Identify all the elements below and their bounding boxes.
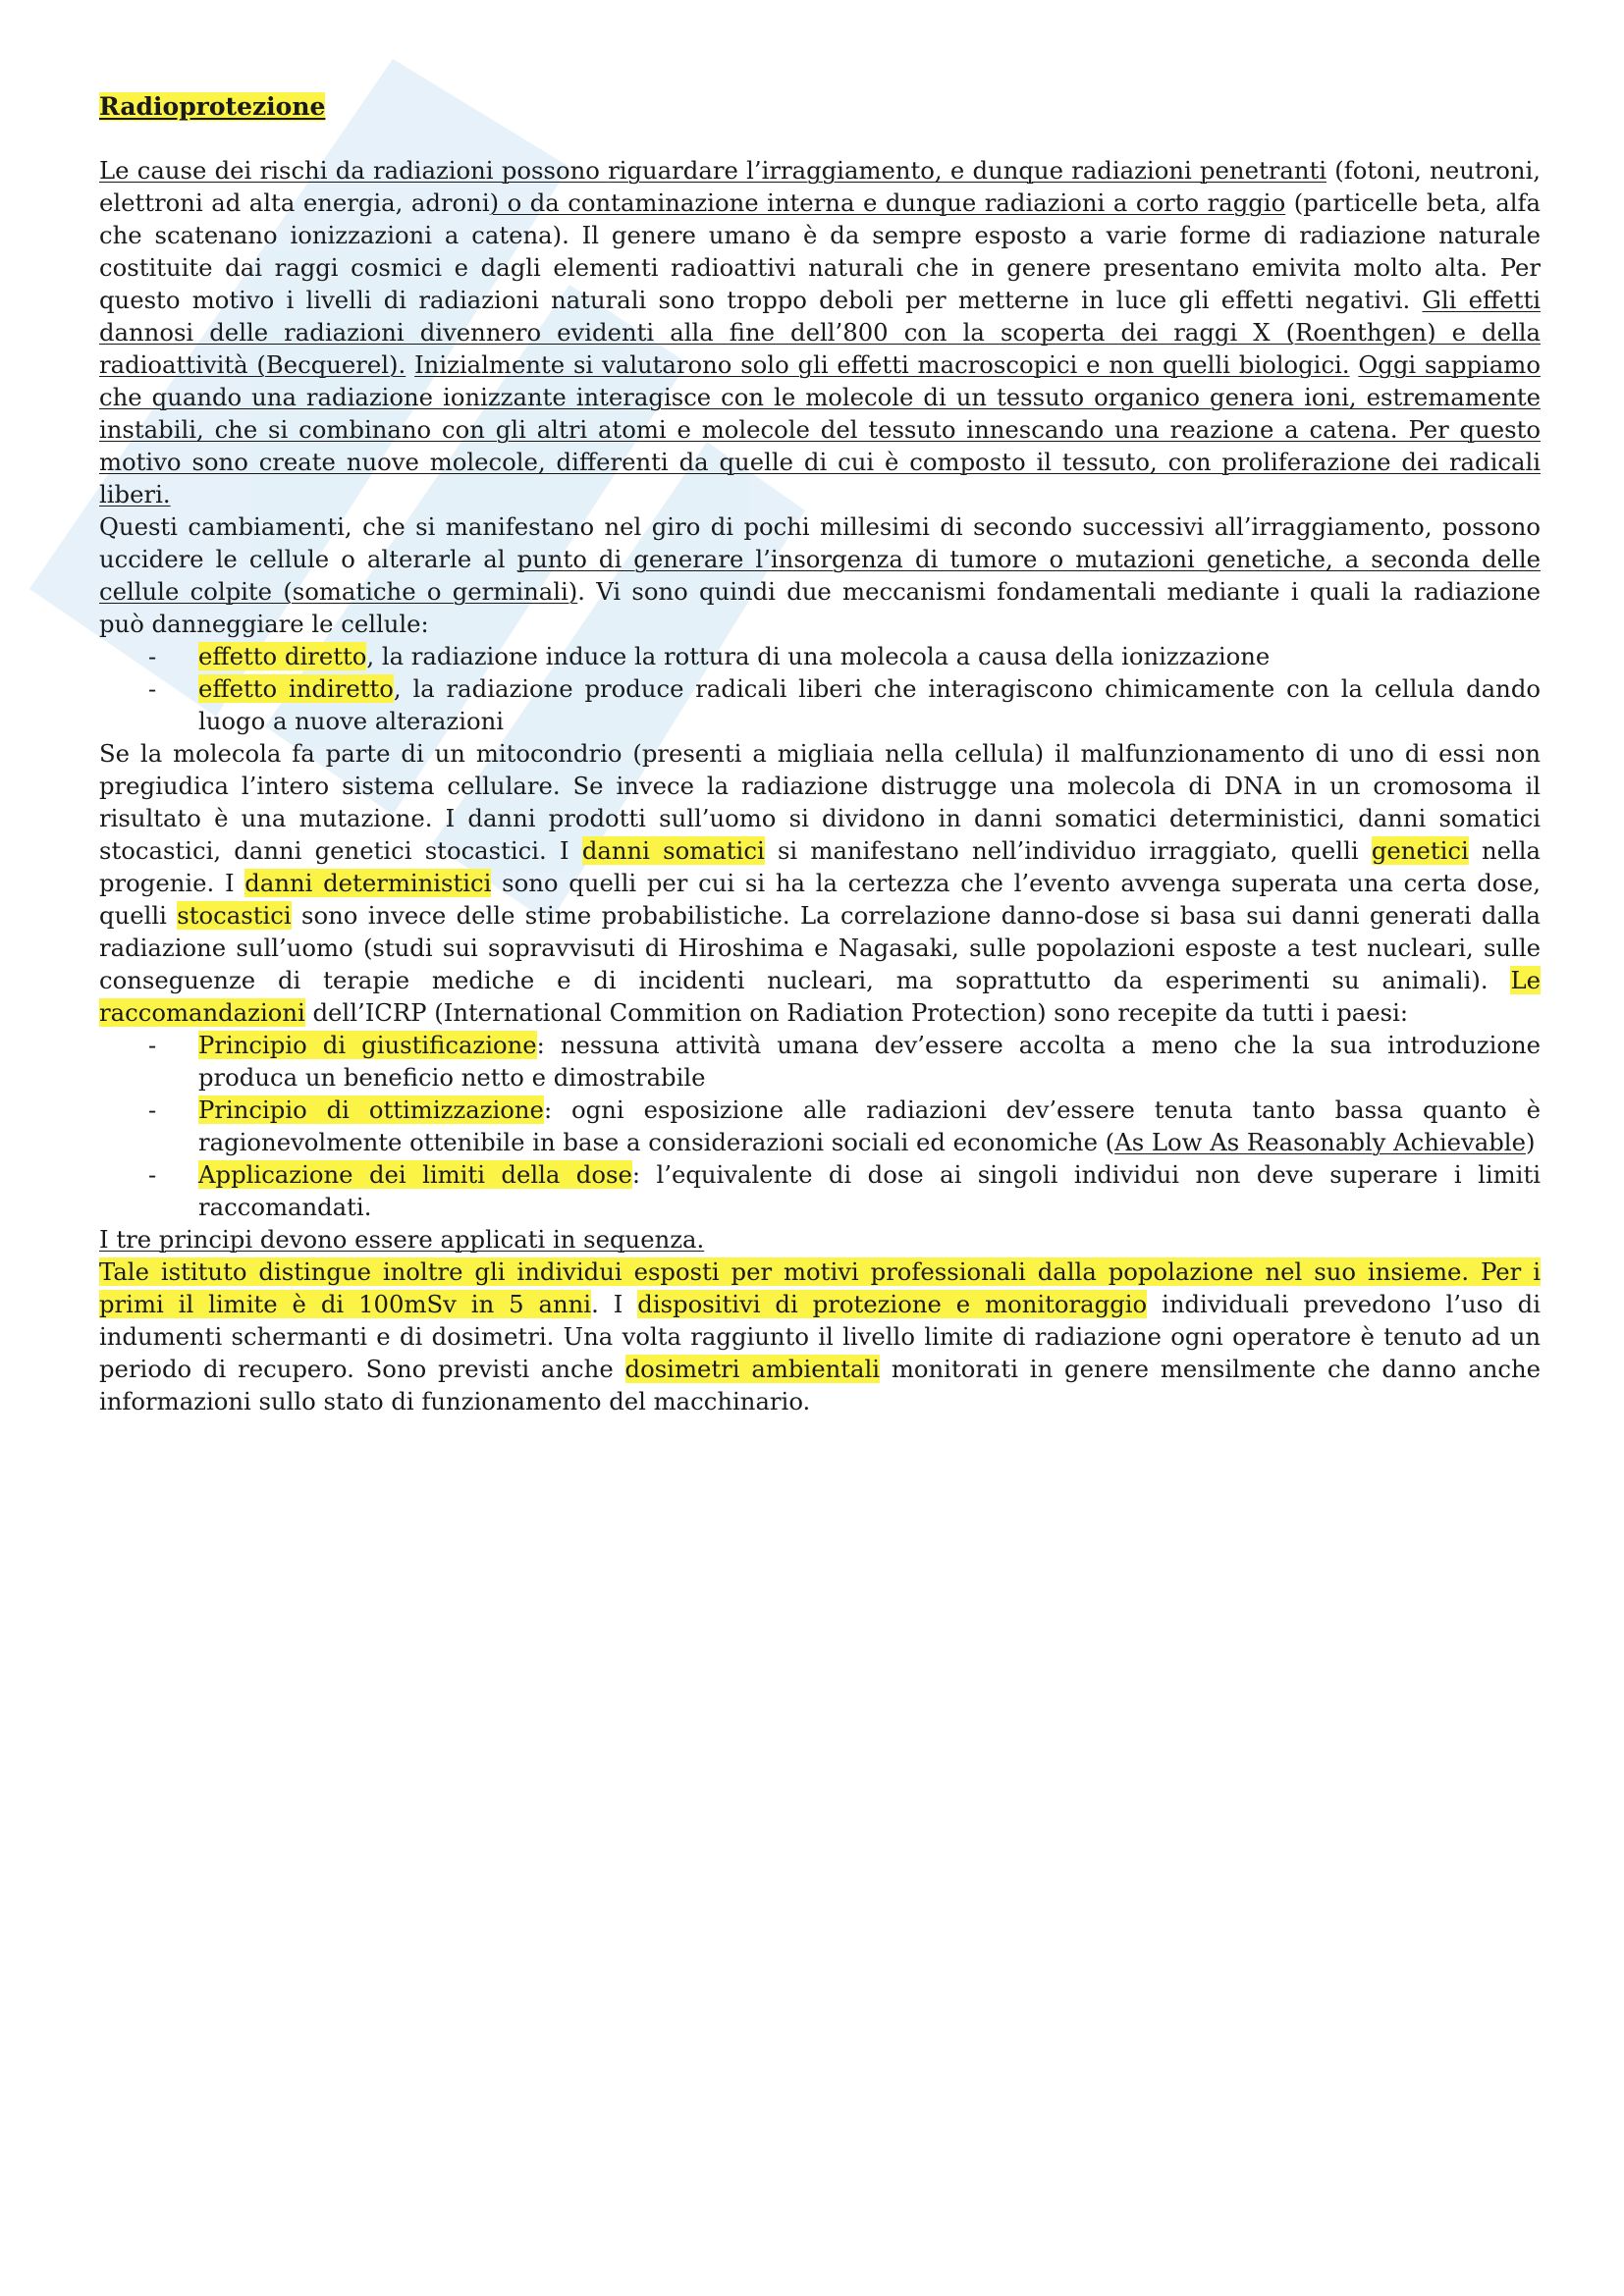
- highlighted-term: stocastici: [177, 901, 292, 930]
- dash-bullet: -: [148, 1095, 157, 1124]
- highlighted-term: effetto indiretto: [198, 674, 394, 703]
- highlighted-term: Principio di giustificazione: [198, 1031, 537, 1059]
- highlighted-term: danni somatici: [581, 836, 765, 865]
- list-item: [99, 1094, 1541, 1158]
- underlined-text: Le cause dei rischi da radiazioni possono: [99, 156, 609, 185]
- text-run: sono quelli per cui si ha la certezza che l’evento avvenga superata una certa dose, quelli: [99, 869, 1542, 930]
- text-run: . Vi sono quindi due meccanismi fondamentali mediante i quali la radiazione può danneggiare le cellule:: [99, 577, 1541, 638]
- text-run: [406, 350, 414, 379]
- underlined-text: punto di generare l’insorgenza di tumore o mutazioni genetiche, a seconda delle cellule colpite (somatiche o germinali): [99, 545, 1541, 606]
- text-run: : l’equivalente di dose ai singoli individui non deve superare i limiti raccomandati.: [198, 1160, 1541, 1221]
- highlighted-term: Le raccomandazioni: [99, 966, 1541, 1027]
- effects-list: [99, 640, 1541, 737]
- underlined-text: As Low As Reasonably Achievable: [1114, 1128, 1526, 1156]
- highlighted-term: Applicazione dei limiti della dose: [198, 1160, 632, 1189]
- underlined-text: ) o da contaminazione interna e dunque radiazioni a corto raggio: [489, 188, 1286, 217]
- icrp-principles-list: [99, 1029, 1541, 1223]
- text-run: : nessuna attività umana dev’essere accolta a meno che la sua introduzione produca un beneficio netto e dimostrabile: [198, 1031, 1541, 1092]
- highlighted-term: genetici: [1371, 836, 1469, 865]
- text-run: monitorati in genere mensilmente che danno anche informazioni sullo stato di funzionamento del macchinario.: [99, 1355, 1541, 1415]
- text-run: , la radiazione induce la rottura di una molecola a causa della ionizzazione: [366, 642, 1271, 670]
- text-run: si manifestano nell’individuo irraggiato, quelli: [764, 836, 1372, 865]
- text-run: individuali prevedono l’uso di indumenti schermanti e di dosimetri. Una volta raggiunto il livello limite di radiazione ogni operatore è tenuto ad un periodo di recupero. Sono previsti anche: [99, 1290, 1541, 1383]
- list-item: [99, 1158, 1541, 1223]
- text-run: : ogni esposizione alle radiazioni dev’essere tenuta tanto bassa quanto è ragionevolmente ottenibile in base a considerazioni sociali ed economiche (: [198, 1095, 1541, 1156]
- list-item: [99, 640, 1541, 672]
- highlighted-term: Principio di ottimizzazione: [198, 1095, 544, 1124]
- underlined-text: Oggi sappiamo che quando una radiazione ionizzante interagisce con le molecole di un tessuto organico genera ioni, estremamente instabili, che si combinano con gli altri atomi e molecole del tessuto innescando una reazione a catena. Per questo motivo sono create nuove molecole, differenti da quelle di cui è composto il tessuto, con proliferazione dei radicali liberi.: [99, 350, 1541, 508]
- highlighted-term: dispositivi di protezione e monitoraggio: [637, 1290, 1148, 1318]
- dash-bullet: -: [148, 642, 157, 670]
- paragraph-intro: [99, 154, 1541, 510]
- list-item: [99, 1029, 1541, 1094]
- text-run: . I: [591, 1290, 638, 1318]
- underlined-text: Gli effetti dannosi delle radiazioni divennero evidenti alla fine dell’800 con la scoperta dei raggi X (Roenthgen) e della radioattività (Becquerel).: [99, 286, 1541, 379]
- underlined-text: ri: [608, 156, 627, 185]
- text-run: nella progenie. I: [99, 836, 1542, 897]
- underlined-text: I tre principi devono essere applicati in sequenza.: [99, 1225, 705, 1254]
- text-run: dell’ICRP (International Commition on Radiation Protection) sono recepite da tutti i paesi:: [304, 998, 1409, 1027]
- dash-bullet: -: [148, 1160, 157, 1189]
- dash-bullet: -: [148, 1031, 157, 1059]
- paragraph-sequence: [99, 1223, 1541, 1255]
- text-run: (fotoni, neutroni, elettroni ad alta energia, adroni: [99, 156, 1541, 217]
- text-run: , la radiazione produce radicali liberi che interagiscono chimicamente con la cellula dando luogo a nuove alterazioni: [198, 674, 1541, 735]
- highlighted-term: effetto diretto: [198, 642, 367, 670]
- page-title: Radioprotezione: [99, 92, 326, 121]
- paragraph-damage-types: [99, 737, 1541, 1029]
- highlighted-term: dosimetri ambientali: [624, 1355, 881, 1383]
- paragraph-professional-limits: [99, 1255, 1541, 1417]
- underlined-text: guardare l’irraggiamento, e dunque radiazioni penetranti: [626, 156, 1327, 185]
- text-run: Se la molecola fa parte di un mitocondrio (presenti a migliaia nella cellula) il malfunzionamento di uno di essi non pregiudica l’intero sistema cellulare. Se invece la radiazione distrugge una molecola di DNA in un cromosoma il risultato è una mutazione. I danni prodotti sull’uomo si dividono in danni somatici deterministici, danni somatici stocastici, danni genetici stocastici. I: [99, 739, 1541, 865]
- text-run: ): [1525, 1128, 1536, 1156]
- highlighted-term: Tale istituto distingue inoltre gli individui esposti per motivi professionali dalla popolazione nel suo insieme. Per i primi il limite è di 100mSv in 5 anni: [99, 1257, 1541, 1318]
- dash-bullet: -: [148, 674, 157, 703]
- document-page: [99, 90, 1541, 1417]
- text-run: sono invece delle stime probabilistiche. La correlazione danno-dose si basa sui danni generati dalla radiazione sull’uomo (studi sui sopravvisuti di Hiroshima e Nagasaki, sulle popolazioni esposte a test nucleari, sulle conseguenze di terapie mediche e di incidenti nucleari, ma soprattutto da esperimenti su animali).: [99, 901, 1541, 994]
- highlighted-term: danni deterministici: [244, 869, 492, 897]
- underlined-text: Inizialmente si valutarono solo gli effetti macroscopici e non quelli biologici.: [414, 350, 1350, 379]
- text-run: Questi cambiamenti, che si manifestano nel giro di pochi millesimi di secondo successivi all’irraggiamento, possono uccidere le cellule o alterarle al: [99, 512, 1541, 573]
- list-item: [99, 672, 1541, 737]
- text-run: (particelle beta, alfa che scatenano ionizzazioni a catena). Il genere umano è da sempre esposto a varie forme di radiazione naturale costituite dai raggi cosmici e dagli elementi radioattivi naturali che in genere presentano emivita molto alta. Per questo motivo i livelli di radiazioni naturali sono troppo deboli per metterne in luce gli effetti negativi.: [99, 188, 1541, 314]
- paragraph-cell-damage: [99, 510, 1541, 640]
